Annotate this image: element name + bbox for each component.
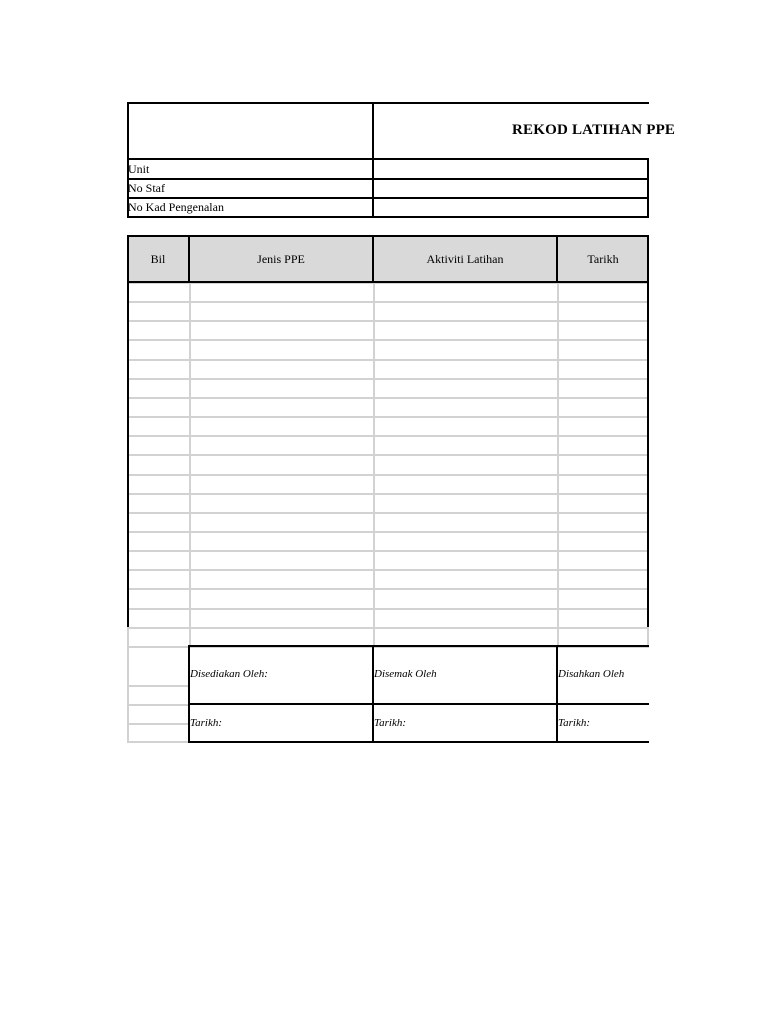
border-sig-middle bbox=[188, 703, 649, 705]
row-gridline bbox=[127, 531, 649, 533]
no-kad-pengenalan-label: No Kad Pengenalan bbox=[128, 200, 224, 214]
row-gridline bbox=[127, 723, 189, 725]
border-sig-bottom bbox=[188, 741, 649, 743]
border-info-bottom bbox=[127, 216, 649, 218]
border-data-left bbox=[127, 282, 129, 627]
row-gridline bbox=[127, 550, 649, 552]
column-gridline bbox=[189, 282, 191, 647]
form-title: REKOD LATIHAN PPE bbox=[512, 122, 676, 138]
row-gridline bbox=[127, 512, 649, 514]
row-gridline bbox=[127, 320, 649, 322]
row-gridline bbox=[127, 741, 189, 743]
row-gridline bbox=[127, 608, 649, 610]
column-gridline bbox=[557, 282, 559, 647]
checked-date-label: Tarikh: bbox=[374, 717, 406, 729]
prepared-date-label: Tarikh: bbox=[190, 717, 222, 729]
column-gridline bbox=[127, 646, 129, 743]
approved-by-label: Disahkan Oleh bbox=[558, 668, 625, 680]
row-gridline bbox=[127, 493, 649, 495]
form-sheet bbox=[127, 102, 676, 743]
border-data-right bbox=[647, 282, 649, 627]
row-gridline bbox=[127, 397, 649, 399]
border-info-row2-left bbox=[127, 197, 374, 199]
column-header-jenis-ppe: Jenis PPE bbox=[257, 252, 305, 266]
row-gridline bbox=[127, 588, 649, 590]
row-gridline bbox=[127, 339, 649, 341]
row-gridline bbox=[127, 569, 649, 571]
prepared-by-label: Disediakan Oleh: bbox=[190, 668, 268, 680]
row-gridline bbox=[127, 704, 189, 706]
column-gridline bbox=[373, 282, 375, 647]
row-gridline bbox=[127, 301, 649, 303]
checked-by-label: Disemak Oleh bbox=[374, 668, 437, 680]
border-sig-top bbox=[188, 645, 649, 647]
unit-label: Unit bbox=[128, 162, 150, 176]
no-staf-field[interactable] bbox=[374, 179, 649, 197]
row-gridline bbox=[127, 454, 649, 456]
unit-field[interactable] bbox=[374, 160, 649, 178]
column-header-aktiviti-latihan: Aktiviti Latihan bbox=[426, 252, 504, 266]
row-gridline bbox=[127, 685, 189, 687]
column-header-bil: Bil bbox=[150, 252, 166, 266]
border-info-row1-left bbox=[127, 178, 374, 180]
border-top bbox=[127, 102, 649, 104]
row-gridline bbox=[127, 627, 649, 629]
row-gridline bbox=[127, 378, 649, 380]
row-gridline bbox=[127, 359, 649, 361]
no-staf-label: No Staf bbox=[128, 181, 165, 195]
row-gridline bbox=[127, 474, 649, 476]
row-gridline bbox=[127, 435, 649, 437]
column-header-tarikh: Tarikh bbox=[587, 252, 619, 266]
row-gridline bbox=[127, 416, 649, 418]
no-kad-pengenalan-field[interactable] bbox=[374, 198, 649, 216]
approved-date-label: Tarikh: bbox=[558, 717, 590, 729]
